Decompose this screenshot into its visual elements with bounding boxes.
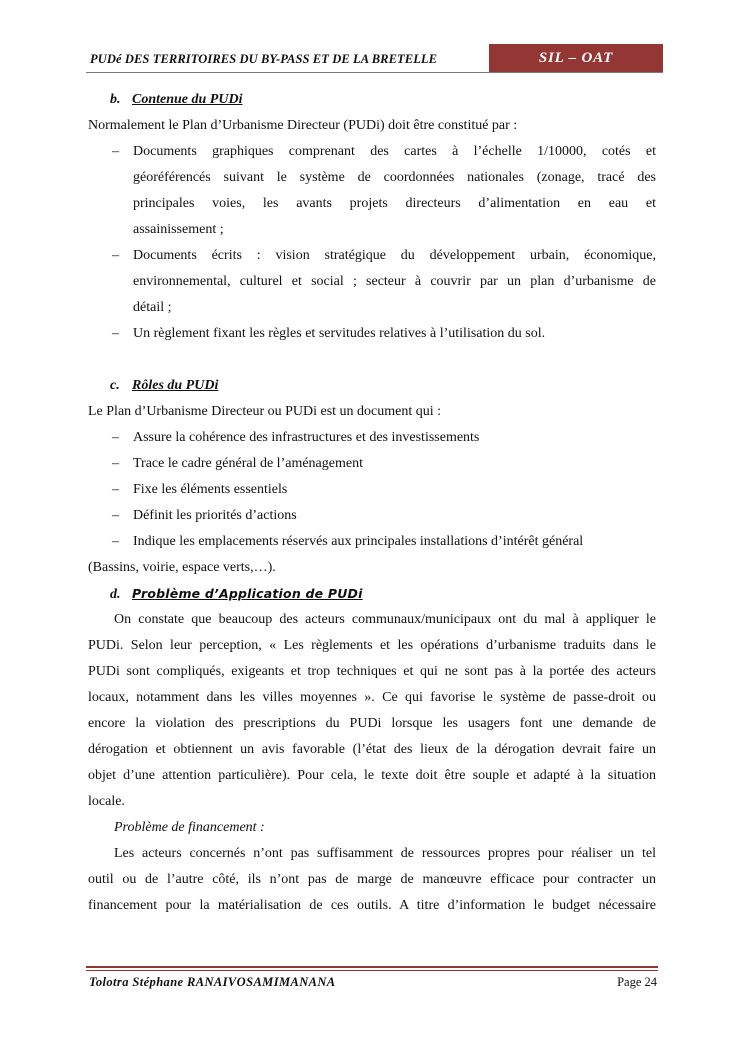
section-b-title: Contenue du PUDi: [132, 92, 243, 107]
paragraph-line: dérogation et obtiennent un avis favorable (l’état des lieux de la dérogation devrait faire un: [88, 742, 656, 757]
section-b-heading: [88, 87, 656, 113]
page-content: [88, 87, 656, 919]
list-item-continuation: environnemental, culturel et social ; secteur à couvrir par un plan d’urbanisme de: [133, 274, 656, 289]
list-item-text: Documents écrits : vision stratégique du développement urbain, économique,: [133, 248, 656, 263]
list-item: [88, 503, 656, 529]
bullet-dash: –: [112, 482, 119, 497]
list-item-text: Indique les emplacements réservés aux principales installations d’intérêt général: [133, 534, 584, 549]
list-item-continuation: géoréférencés suivant le système de coordonnées nationales (zonage, tracé des: [133, 170, 656, 185]
subheading-financement: Problème de financement :: [114, 820, 265, 835]
spacer: [88, 347, 656, 373]
list-item-text: Assure la cohérence des infrastructures et des investissements: [133, 430, 480, 445]
list-item: [88, 139, 656, 165]
list-item-continuation: détail ;: [133, 300, 172, 315]
paragraph-line: locale.: [88, 794, 125, 809]
section-c-heading: [88, 373, 656, 399]
header-divider: [86, 72, 663, 73]
section-c-intro: Le Plan d’Urbanisme Directeur ou PUDi est un document qui :: [88, 404, 442, 419]
footer-author: Tolotra Stéphane RANAIVOSAMIMANANA: [89, 975, 336, 989]
list-item: [88, 477, 656, 503]
paragraph-line: locaux, notamment dans les villes moyennes ». Ce qui favorise le système de passe-droit ou: [88, 690, 656, 705]
list-item-continuation: principales voies, les avants projets directeurs d’alimentation en eau et: [133, 196, 656, 211]
list-item-continuation: assainissement ;: [133, 222, 224, 237]
paragraph-line: Les acteurs concernés n’ont pas suffisamment de ressources propres pour réaliser un tel: [114, 846, 656, 861]
bullet-dash: –: [112, 248, 119, 263]
footer-divider-thin: [86, 970, 658, 971]
bullet-dash: –: [112, 456, 119, 471]
header-title: PUDé DES TERRITOIRES DU BY-PASS ET DE LA BRETELLE: [90, 52, 438, 66]
bullet-dash: –: [112, 430, 119, 445]
list-item-text: Définit les priorités d’actions: [133, 508, 297, 523]
list-item: [88, 529, 656, 555]
list-item-text: Trace le cadre général de l’aménagement: [133, 456, 363, 471]
paragraph-line: outil ou de l’autre côté, ils n’ont pas de marge de manœuvre efficace pour contracter un: [88, 872, 656, 887]
bullet-dash: –: [112, 534, 119, 549]
section-b-number: b.: [110, 92, 121, 107]
list-continuation: (Bassins, voirie, espace verts,…).: [88, 560, 276, 575]
section-c-title: Rôles du PUDi: [132, 378, 219, 393]
paragraph-line: objet d’une attention particulière). Pour cela, le texte doit être souple et adapté à la situation: [88, 768, 656, 783]
section-d-number: d.: [110, 587, 121, 602]
paragraph-line: On constate que beaucoup des acteurs communaux/municipaux ont du mal à appliquer le: [114, 612, 656, 627]
list-item: [88, 451, 656, 477]
list-item: [88, 425, 656, 451]
paragraph-line: financement pour la matérialisation de ces outils. A titre d’information le budget nécessaire: [88, 898, 656, 913]
page-number: Page 24: [617, 975, 657, 989]
list-item-text: Un règlement fixant les règles et servitudes relatives à l’utilisation du sol.: [133, 326, 546, 341]
paragraph-line: PUDi sont compliqués, exigeants et trop techniques et qui ne sont pas à la portée des acteurs: [88, 664, 656, 679]
header-badge: SIL – OAT: [489, 44, 663, 72]
list-item: [88, 321, 656, 347]
section-c-number: c.: [110, 378, 120, 393]
bullet-dash: –: [112, 144, 119, 159]
list-item: [88, 243, 656, 269]
section-b-intro: Normalement le Plan d’Urbanisme Directeur (PUDi) doit être constitué par :: [88, 118, 518, 133]
paragraph-line: PUDi. Selon leur perception, « Les règlements et les opérations d’urbanisme traduits dans le: [88, 638, 656, 653]
list-item-text: Fixe les éléments essentiels: [133, 482, 288, 497]
footer-divider: [86, 966, 658, 968]
section-d-heading: [88, 581, 656, 607]
bullet-dash: –: [112, 326, 119, 341]
bullet-dash: –: [112, 508, 119, 523]
paragraph-line: encore la violation des prescriptions du PUDi lorsque les usagers font une demande de: [88, 716, 656, 731]
list-item-text: Documents graphiques comprenant des cartes à l’échelle 1/10000, cotés et: [133, 144, 656, 159]
section-d-title: Problème d’Application de PUDi: [132, 586, 363, 601]
